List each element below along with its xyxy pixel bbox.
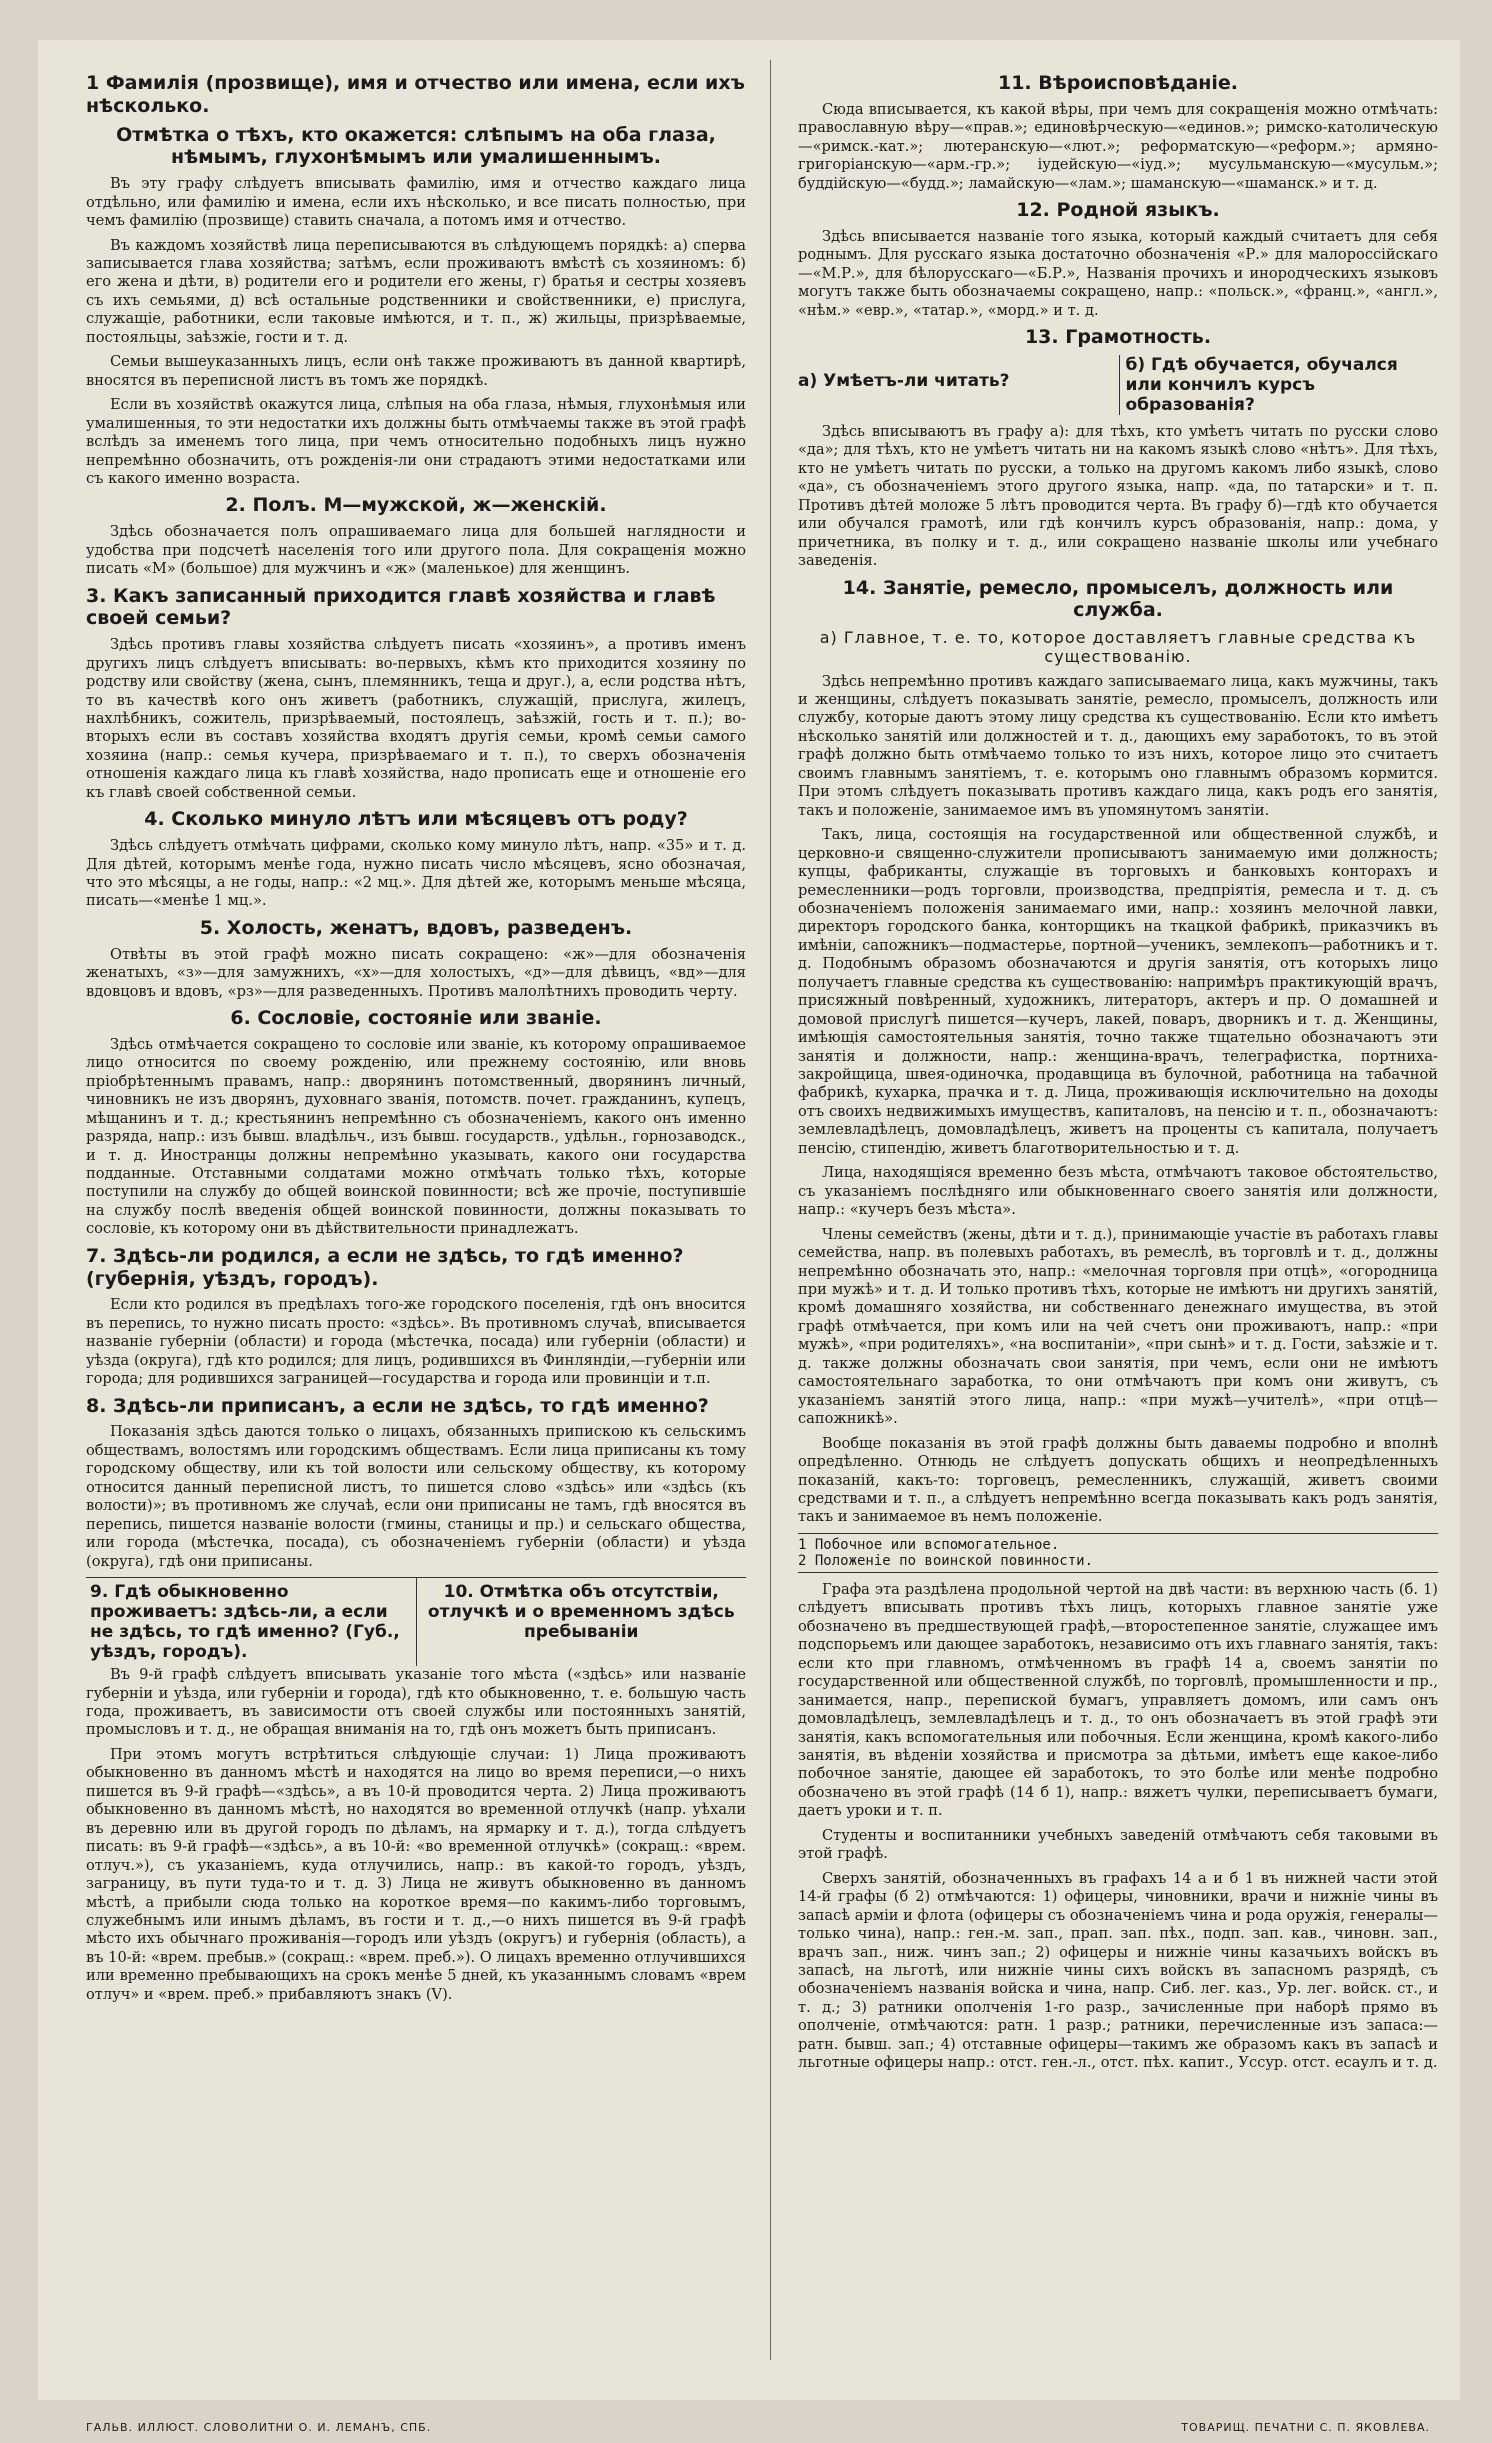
census-instruction-sheet <box>38 40 1460 2434</box>
left-column <box>86 72 746 2010</box>
section-1-subtitle: Отмѣтка о тѣхъ, кто окажется: слѣпымъ на оба глаза, нѣмымъ, глухонѣмымъ или умалишеннымъ. <box>116 123 716 169</box>
footer-left: ГАЛЬВ. ИЛЛЮСТ. СЛОВОЛИТНИ О. И. ЛЕМАНЪ, СПБ. <box>86 2421 432 2434</box>
section-14b2-title: 2 Положеніе по воинской повинности. <box>798 1552 1094 1569</box>
section-7-title: 7. Здѣсь-ли родился, а если не здѣсь, то гдѣ именно? (губернія, уѣздъ, городъ). <box>86 1244 684 1290</box>
paragraph: Семьи вышеуказанныхъ лицъ, если онѣ также проживаютъ въ данной квартирѣ, вносятся въ переписной листъ въ томъ же порядкѣ. <box>86 353 746 389</box>
section-13a-title: а) Умѣетъ-ли читать? <box>798 370 1010 391</box>
paragraph: Здѣсь противъ главы хозяйства слѣдуетъ писать «хозяинъ», а противъ именъ другихъ лицъ слѣдуетъ вписывать: во-первыхъ, кѣмъ кто приходится хозяину по родству или свойству (жена, сынъ, племянникъ, теща и друг.), а, если родства нѣтъ, то въ качествѣ кого онъ живетъ (работникъ, служащій, прислуга, жилецъ, нахлѣбникъ, сожитель, призрѣваемый, постоялецъ, заѣзжій, гость и т. п.); во-вторыхъ если въ составъ хозяйства входятъ другія семьи, кромѣ семьи самого хозяина (напр.: семья кучера, призрѣваемаго и т. п.), то сверхъ обозначенія отношенія каждаго лица къ главѣ хозяйства, надо прописать еще и отношеніе его къ главѣ своей собственной семьи. <box>86 636 746 801</box>
paragraph: Вообще показанія въ этой графѣ должны быть даваемы подробно и вполнѣ опредѣленно. Отнюдь не слѣдуетъ допускать общихъ и неопредѣленныхъ показаній, какъ-то: торговецъ, ремесленникъ, служащій, живетъ своими средствами и т. п., а слѣдуетъ непремѣнно всегда показывать какъ родъ занятія, такъ и занимаемое въ немъ положеніе. <box>798 1434 1438 1526</box>
paragraph: Члены семействъ (жены, дѣти и т. д.), принимающіе участіе въ работахъ главы семейства, напр. въ полевыхъ работахъ, въ ремеслѣ, въ торговлѣ и т. д., должны непремѣнно обозначать это, напр.: «мелочная торговля при отцѣ», «огородница при мужѣ» и т. д. И только противъ тѣхъ, которые не имѣютъ ни другихъ занятій, кромѣ домашняго хозяйства, ни собственнаго денежнаго имущества, въ этой графѣ отмѣчается, при комъ или на чей счетъ они проживаютъ, напр.: «при мужѣ», «при родителяхъ», «на воспитаніи», «при сынѣ» и т. д. Гости, заѣзжіе и т. д. также должны обозначать свои занятія, при чемъ, если они не имѣютъ самостоятельнаго заработка, то они отмѣчаютъ при комъ они живутъ, съ указаніемъ занятій этого лица, напр.: «при мужѣ—учителѣ», «при отцѣ—сапожникѣ». <box>798 1225 1438 1428</box>
section-13-title: 13. Грамотность. <box>1024 326 1212 349</box>
section-10-title: 10. Отмѣтка объ отсутствіи, отлучкѣ и о временномъ здѣсь пребываніи <box>416 1578 747 1666</box>
paragraph: Въ эту графу слѣдуетъ вписывать фамилію, имя и отчество каждаго лица отдѣльно, или фамилію и имена, если ихъ нѣсколько, и все писать полностью, при чемъ фамилію (прозвище) ставить сначала, а потомъ имя и отчество. <box>86 175 746 230</box>
section-4-title: 4. Сколько минуло лѣтъ или мѣсяцевъ отъ роду? <box>144 808 688 831</box>
paragraph: Лица, находящіяся временно безъ мѣста, отмѣчаютъ таковое обстоятельство, съ указаніемъ послѣдняго или обыкновеннаго своего занятія или должности, напр.: «кучеръ безъ мѣста». <box>798 1164 1438 1219</box>
paragraph: Если въ хозяйствѣ окажутся лица, слѣпыя на оба глаза, нѣмыя, глухонѣмыя или умалишенныя, то эти недостатки ихъ должны быть отмѣчаемы также въ этой графѣ вслѣдъ за именемъ того лица, при чемъ относительно подобныхъ лицъ нужно непремѣнно обозначить, отъ рожденія-ли они страдаютъ этими недостатками или съ какого именно возраста. <box>86 396 746 487</box>
paragraph: Если кто родился въ предѣлахъ того-же городского поселенія, гдѣ онъ вносится въ перепись, то нужно писать просто: «здѣсь». Въ противномъ случаѣ, вписывается названіе губерніи (области) и города (мѣстечка, посада) или губерніи (области) и уѣзда (округа), гдѣ кто родился; для лицъ, родившихся въ Финляндіи,—губерніи или города; для родившихся заграницей—государства и города или провинціи и т.п. <box>86 1296 746 1388</box>
section-3-title: 3. Какъ записанный приходится главѣ хозяйства и главѣ своей семьи? <box>86 584 716 630</box>
paragraph: Студенты и воспитанники учебныхъ заведеній отмѣчаютъ себя таковыми въ этой графѣ. <box>798 1826 1438 1863</box>
paragraph: Здѣсь обозначается полъ опрашиваемаго лица для большей наглядности и удобства при подсчетѣ населенія того или другого пола. Для сокращенія можно писать «М» (большое) для мужчинъ и «ж» (маленькое) для женщинъ. <box>86 523 746 578</box>
section-14b1-title: 1 Побочное или вспомогательное. <box>798 1536 1060 1553</box>
paragraph: Сюда вписывается, къ какой вѣры, при чемъ для сокращенія можно отмѣчать: православную вѣру—«прав.»; единовѣрческую—«единов.»; римско-католическую—«римск.-кат.»; лютеранскую—«лют.»; реформатскую—«реформ.»; армяно-григоріанскую—«арм.-гр.»; іудейскую—«іуд.»; мусульманскую—«мусульм.»; буддійскую—«будд.»; ламайскую—«лам.»; шаманскую—«шаманск.» и т. д. <box>798 100 1438 192</box>
paragraph: Здѣсь вписывается названіе того языка, который каждый считаетъ для себя роднымъ. Для русскаго языка достаточно обозначенія «Р.» для малороссійскаго—«М.Р.», для бѣлорусскаго—«Б.Р.», Названія прочихъ и инородческихъ языковъ могутъ также быть обозначаемы сокращено, напр.: «польск.», «франц.», «англ.», «нѣм.» «евр.», «татар.», «морд.» и т. д. <box>798 227 1438 319</box>
section-6-title: 6. Сословіе, состояніе или званіе. <box>230 1007 602 1030</box>
section-13b-title: б) Гдѣ обучается, обучался или кончилъ курсъ образованія? <box>1119 355 1439 415</box>
paragraph: Въ 9-й графѣ слѣдуетъ вписывать указаніе того мѣста («здѣсь» или названіе губерніи и уѣзда, или губерніи и города), гдѣ кто обыкновенно, т. е. большую часть года, проживаетъ, въ зависимости отъ своей службы или постоянныхъ занятій, промысловъ и т. д., не обращая вниманія на то, гдѣ онъ можетъ быть приписанъ. <box>86 1666 746 1739</box>
footer-right: ТОВАРИЩ. ПЕЧАТНИ С. П. ЯКОВЛЕВА. <box>1181 2421 1430 2434</box>
paragraph: Отвѣты въ этой графѣ можно писать сокращено: «ж»—для обозначенія женатыхъ, «з»—для замужнихъ, «х»—для холостыхъ, «д»—для дѣвицъ, «вд»—для вдовцовъ и вдовъ, «рз»—для разведенныхъ. Противъ малолѣтнихъ проводить черту. <box>86 945 746 1000</box>
paragraph: Сверхъ занятій, обозначенныхъ въ графахъ 14 а и б 1 въ нижней части этой 14-й графы (б 2) отмѣчаются: 1) офицеры, чиновники, врачи и нижніе чины въ запасѣ арміи и флота (офицеры съ обозначеніемъ чина и рода оружія, генералы—только чина), напр.: ген.-м. зап., прап. зап. пѣх., подп. зап. кав., чиновн. зап., врачъ зап., ниж. чинъ зап.; 2) офицеры и нижніе чины казачьихъ войскъ въ запасѣ, на льготѣ, или нижніе чины сихъ войскъ въ запасномъ разрядѣ, съ обозначеніемъ названія войска и чина, напр. Сиб. лег. каз., Ур. лег. войск. ст., и т. д.; 3) ратники ополченія 1-го разр., зачисленные при наборѣ прямо въ ополченіе, отмѣчаются: ратн. 1 разр.; ратники, перечисленные изъ запаса:—ратн. бывш. зап.; 4) отставные офицеры—такимъ же образомъ какъ въ запасѣ и льготные офицеры напр.: отст. ген.-л., отст. пѣх. капит., Уссур. отст. есаулъ и т. д. <box>798 1869 1438 2072</box>
column-divider <box>770 60 771 2360</box>
section-12-title: 12. Родной языкъ. <box>1016 199 1220 222</box>
section-14a-title: а) Главное, т. е. то, которое доставляетъ главные средства къ существованію. <box>819 628 1417 667</box>
paragraph: При этомъ могутъ встрѣтиться слѣдующіе случаи: 1) Лица проживаютъ обыкновенно въ данномъ мѣстѣ и находятся на лицо во время переписи,—о нихъ пишется въ 9-й графѣ—«здѣсь», а въ 10-й проводится черта. 2) Лица проживаютъ обыкновенно въ данномъ мѣстѣ, но находятся во временной отлучкѣ (напр. уѣхали въ деревню или въ другой городъ по дѣламъ, на ярмарку и т. д.), тогда слѣдуетъ писать: въ 9-й графѣ—«здѣсь», а въ 10-й: «во временной отлучкѣ» (сокращ.: «врем. отлуч.»), съ указаніемъ, куда отлучились, напр.: въ какой-то городъ, уѣздъ, заграницу, въ пути туда-то и т. д. 3) Лица не живутъ обыкновенно въ данномъ мѣстѣ, а прибыли сюда только на короткое время—по какимъ-либо торговымъ, служебнымъ или инымъ дѣламъ, въ гости и т. д.,—о нихъ пишется въ 9-й графѣ мѣсто ихъ обычнаго проживанія—городъ или уѣздъ (округъ) и губернія (область), а въ 10-й: «врем. пребыв.» (сокращ.: «врем. преб.»). О лицахъ временно отлучившихся или временно пребывающихъ на срокъ менѣе 5 дней, къ указаннымъ словамъ «врем отлуч» и «врем. преб.» прибавляютъ знакъ (V). <box>86 1745 746 2003</box>
paragraph: Такъ, лица, состоящія на государственной или общественной службѣ, и церковно-и священно-служители прописываютъ занимаемую ими должность; купцы, фабриканты, служащіе въ торговыхъ и банковыхъ конторахъ и ремесленники—родъ торговли, производства, предпріятія, ремесла и т. д. съ обозначеніемъ положенія занимаемаго ими, напр.: хозяинъ мелочной лавки, директоръ городского банка, конторщикъ на ткацкой фабрикѣ, приказчикъ въ имѣніи, сапожникъ—подмастерье, портной—ученикъ, землекопъ—работникъ и т. д. Подобнымъ образомъ обозначаются и другія занятія, отъ которыхъ лицо получаетъ главные средства къ существованію: напримѣръ практикующій врачъ, присяжный повѣренный, художникъ, литераторъ, актеръ и пр. О домашней и домовой прислугѣ пишется—кучеръ, лакей, поваръ, дворникъ и т. д. Женщины, имѣющія самостоятельныя занятія, точно также тщательно обозначаютъ эти занятія и должности, напр.: женщина-врачъ, телеграфистка, портниха-закройщица, швея-одиночка, продавщица въ булочной, работница на табачной фабрикѣ, кухарка, прачка и т. д. Лица, проживающія исключительно на доходы отъ своихъ недвижимыхъ имуществъ, капиталовъ, на пенсію и т. п., обозначаютъ: землевладѣлецъ, домовладѣлецъ, живетъ на проценты съ капитала, получаетъ пенсію, стипендію, живетъ благотворительностью и т. д. <box>798 826 1438 1157</box>
right-column <box>798 72 1438 2079</box>
section-8-title: 8. Здѣсь-ли приписанъ, а если не здѣсь, то гдѣ именно? <box>86 1394 709 1417</box>
paragraph: Графа эта раздѣлена продольной чертой на двѣ части: въ верхнюю часть (б. 1) слѣдуетъ вписывать противъ тѣхъ лицъ, которыхъ главное занятіе уже обозначено въ предшествующей графѣ,—второстепенное занятіе, служащее имъ подспорьемъ или дающее заработокъ, независимо отъ ихъ главнаго занятія, такъ: если кто при главномъ, отмѣченномъ въ графѣ 14 а, своемъ занятіи по государственной или общественной службѣ, по торговлѣ, промышленности и пр., занимается, напр., перепиской бумагъ, управляетъ домомъ, или самъ онъ домовладѣлецъ, землевладѣлецъ и т. д., то онъ обозначаетъ въ этой графѣ эти занятія, какъ вспомогательныя или побочныя. Если женщина, кромѣ какого-либо занятія, въ вѣденіи хозяйства и присмотра за дѣтьми, имѣетъ еще какое-либо побочное занятіе, дающее ей заработокъ, то это болѣе или менѣе подробно обозначено въ этой графѣ (14 б 1), напр.: вяжетъ чулки, переписываетъ бумаги, даетъ уроки и т. п. <box>798 1580 1438 1820</box>
paragraph: Показанія здѣсь даются только о лицахъ, обязанныхъ припискою къ сельскимъ обществамъ, волостямъ или городскимъ обществамъ. Если лица приписаны къ тому городскому обществу, или къ той волости или сельскому обществу, къ которому относится данный переписной листъ, то пишется слово «здѣсь» или «здѣсь (къ волости)»; въ противномъ же случаѣ, если они приписаны не тамъ, гдѣ вносятся въ перепись, пишется названіе волости (гмины, станицы и пр.) и сельскаго общества, или города (мѣстечка, посада), съ обозначеніемъ губерніи (области) и уѣзда (округа), гдѣ они приписаны. <box>86 1423 746 1570</box>
paragraph: Здѣсь вписываютъ въ графу а): для тѣхъ, кто умѣетъ читать по русски слово «да»; для тѣхъ, кто не умѣетъ читать ни на какомъ языкѣ слово «нѣтъ». Для тѣхъ, кто не умѣетъ читать по русски, а только на другомъ какомъ либо языкѣ, слово «да», съ обозначеніемъ этого другого языка, напр. «да, по татарски» и т. п. Противъ дѣтей моложе 5 лѣтъ проводится черта. Въ графу б)—гдѣ кто обучается или обучался грамотѣ, или гдѣ кончилъ курсъ образованія, напр.: дома, у причетника, въ полку и т. д., или сокращено названіе школы или учебнаго заведенія. <box>798 422 1438 570</box>
paragraph: Въ каждомъ хозяйствѣ лица переписываются въ слѣдующемъ порядкѣ: а) сперва записывается глава хозяйства; затѣмъ, если проживаютъ вмѣстѣ съ хозяиномъ: б) его жена и дѣти, в) родители его и родители его жены, г) братья и сестры хозяевъ съ ихъ семьями, д) всѣ остальные родственники и свойственники, е) прислуга, служащіе, работники, если таковые имѣются, и т. п., ж) жильцы, призрѣваемые, постояльцы, заѣзжіе, гости и т. д. <box>86 236 746 346</box>
section-5-title: 5. Холость, женатъ, вдовъ, разведенъ. <box>199 916 633 939</box>
section-14b-header <box>798 1533 1438 1573</box>
paragraph: Здѣсь непремѣнно противъ каждаго записываемаго лица, какъ мужчины, такъ и женщины, слѣдуетъ показывать занятіе, ремесло, промыселъ, должность или службу, которые даютъ этому лицу средства къ существованію. Если кто имѣетъ нѣсколько занятій или должностей и т. д., дающихъ ему заработокъ, то въ этой графѣ должно быть отмѣчаемо только то изъ нихъ, которое лицо это считаетъ своимъ главнымъ занятіемъ, т. е. которымъ оно главнымъ образомъ кормится. При этомъ слѣдуетъ показывать противъ каждаго лица, какъ родъ его занятія, такъ и положеніе, занимаемое имъ въ упомянутомъ занятіи. <box>798 672 1438 819</box>
sections-9-10-header <box>86 1577 746 1666</box>
paragraph: Здѣсь слѣдуетъ отмѣчать цифрами, сколько кому минуло лѣтъ, напр. «35» и т. д. Для дѣтей, которымъ менѣе года, нужно писать число мѣсяцевъ, ясно обозначая, что это мѣсяцы, а не годы, напр.: «2 мц.». Для дѣтей же, которымъ меньше мѣсяца, писать—«менѣе 1 мц.». <box>86 837 746 910</box>
section-14-title: 14. Занятіе, ремесло, промыселъ, должность или служба. <box>842 576 1394 622</box>
section-11-title: 11. Вѣроисповѣданіе. <box>997 72 1239 94</box>
section-1-title: 1 Фамилія (прозвище), имя и отчество или имена, если ихъ нѣсколько. <box>86 72 745 117</box>
paragraph: Здѣсь отмѣчается сокращено то сословіе или званіе, къ которому опрашиваемое лицо относится по своему рожденію, или прежнему состоянію, или вновь пріобрѣтеннымъ правамъ, напр.: дворянинъ потомственный, дворянинъ личный, чиновникъ не изъ дворянъ, духовнаго званія, потомств. почет. гражданинъ, купецъ, мѣщанинъ и т. д.; крестьянинъ непремѣнно съ обозначеніемъ, какого онъ именно разряда, напр.: изъ бывш. владѣльч., изъ бывш. государств., удѣльн., горнозаводск., и т. д. Иностранцы должны непремѣнно указывать, какого они государства подданные. Отставными солдатами можно отмѣчать только тѣхъ, которые поступили на службу до общей воинской повинности; всѣ же прочіе, поступившіе на службу послѣ введенія общей воинской повинности, должны показывать то сословіе, къ которому они въ дѣйствительности принадлежатъ. <box>86 1035 746 1238</box>
section-9-title: 9. Гдѣ обыкновенно проживаетъ: здѣсь-ли, а если не здѣсь, то гдѣ именно? (Губ., уѣздъ, городъ). <box>90 1582 400 1663</box>
section-2-title: 2. Полъ. М—мужской, ж—женскій. <box>225 494 607 517</box>
section-13-subheads <box>798 355 1438 415</box>
